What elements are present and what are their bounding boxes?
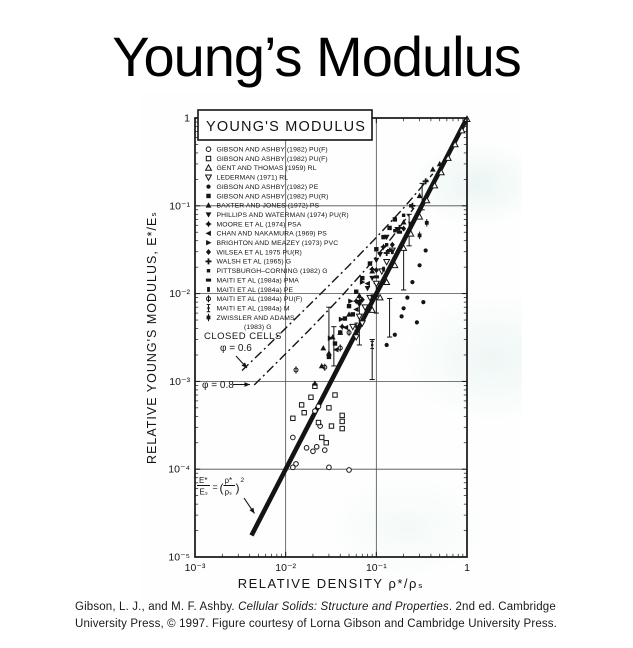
svg-text:2: 2 [240, 477, 245, 484]
svg-text:10⁻²: 10⁻² [169, 288, 190, 301]
legend-item-9: CHAN AND NAKAMURA (1969) PS [216, 230, 327, 238]
x-axis-title: RELATIVE DENSITY ρ*/ρₛ [237, 576, 425, 591]
legend-item-2: GENT AND THOMAS (1959) RL [216, 165, 317, 173]
legend-item-1: GIBSON AND ASHBY (1982) PU(F) [216, 155, 328, 163]
caption-text-1: Gibson, L. J., and M. F. Ashby. [75, 601, 239, 613]
caption-text-3: University Press, © 1997. Figure courtesy of Lorna Gibson and Cambridge University Press. [75, 617, 558, 630]
svg-text:1: 1 [184, 112, 190, 125]
legend-item-6: BAXTER AND JONES (1972) PS [216, 202, 320, 210]
svg-text:=: = [212, 482, 218, 492]
caption-text-2: . 2nd ed. Cambridge [448, 601, 556, 613]
closed-cells-label: CLOSED CELLS [204, 331, 282, 342]
svg-text:10⁻⁵: 10⁻⁵ [168, 551, 190, 564]
legend-item-5: GIBSON AND ASHBY (1982) PU(R) [216, 193, 329, 201]
figure-container [140, 92, 522, 604]
svg-text:ρ*: ρ* [224, 476, 233, 485]
svg-text:(: ( [219, 481, 224, 495]
svg-text:10⁻³: 10⁻³ [184, 562, 206, 574]
legend-item-0: GIBSON AND ASHBY (1982) PU(F) [216, 146, 328, 154]
svg-text:E*: E* [199, 476, 208, 485]
legend-item-13: PITTSBURGH–CORNING (1982) G [216, 268, 328, 276]
legend-item-18: ZWISSLER AND ADAMS [216, 314, 295, 322]
phi-06-label: φ = 0.6 [220, 343, 252, 354]
series-2 [369, 116, 470, 312]
formula-annotation [197, 476, 255, 514]
svg-text:(1983) G: (1983) G [244, 324, 272, 332]
svg-text:10⁻⁴: 10⁻⁴ [168, 463, 190, 476]
svg-text:Eₛ: Eₛ [199, 487, 208, 497]
modulus-chart [140, 92, 522, 604]
page-title: Young’s Modulus [112, 25, 521, 88]
legend-item-4: GIBSON AND ASHBY (1982) PE [216, 183, 319, 191]
svg-text:ρₛ: ρₛ [224, 487, 233, 497]
legend [198, 110, 372, 331]
legend-item-14: MAITI ET AL (1984a) PMA [216, 277, 299, 285]
legend-item-3: LEDERMAN (1971) RL [216, 174, 289, 182]
series-18 [418, 219, 429, 239]
legend-item-16: MAITI ET AL (1984a) PU(F) [216, 296, 303, 304]
legend-item-15: MAITI ET AL (1984a) PE [216, 286, 294, 294]
svg-text:): ) [235, 481, 240, 495]
series-6 [312, 161, 443, 386]
svg-text:10⁻¹: 10⁻¹ [365, 562, 387, 574]
svg-text:10⁻³: 10⁻³ [169, 375, 190, 388]
legend-item-7: PHILLIPS AND WATERMAN (1974) PU(R) [216, 211, 349, 219]
svg-text:10⁻²: 10⁻² [275, 562, 297, 574]
legend-item-8: MOORE ET AL (1974) PSA [216, 221, 302, 229]
svg-text:1: 1 [464, 562, 470, 574]
caption-book-title: Cellular Solids: Structure and Properties [238, 601, 449, 613]
caption [75, 599, 575, 632]
phi-08-label: φ = 0.8 [202, 380, 234, 391]
legend-item-17: MAITI ET AL (1984a) M [216, 305, 290, 313]
legend-item-12: WALSH ET AL (1965) G [216, 258, 292, 266]
y-axis-title: RELATIVE YOUNG'S MODULUS, E*/Eₛ [145, 211, 159, 464]
series-1 [291, 384, 345, 445]
svg-text:10⁻¹: 10⁻¹ [169, 200, 190, 213]
legend-item-11: WILSEA ET AL 1975 PU(R) [216, 249, 302, 257]
legend-title: YOUNG'S MODULUS [206, 119, 367, 135]
annotations [202, 331, 282, 391]
legend-item-10: BRIGHTON AND MEAZEY (1973) PVC [216, 240, 339, 247]
